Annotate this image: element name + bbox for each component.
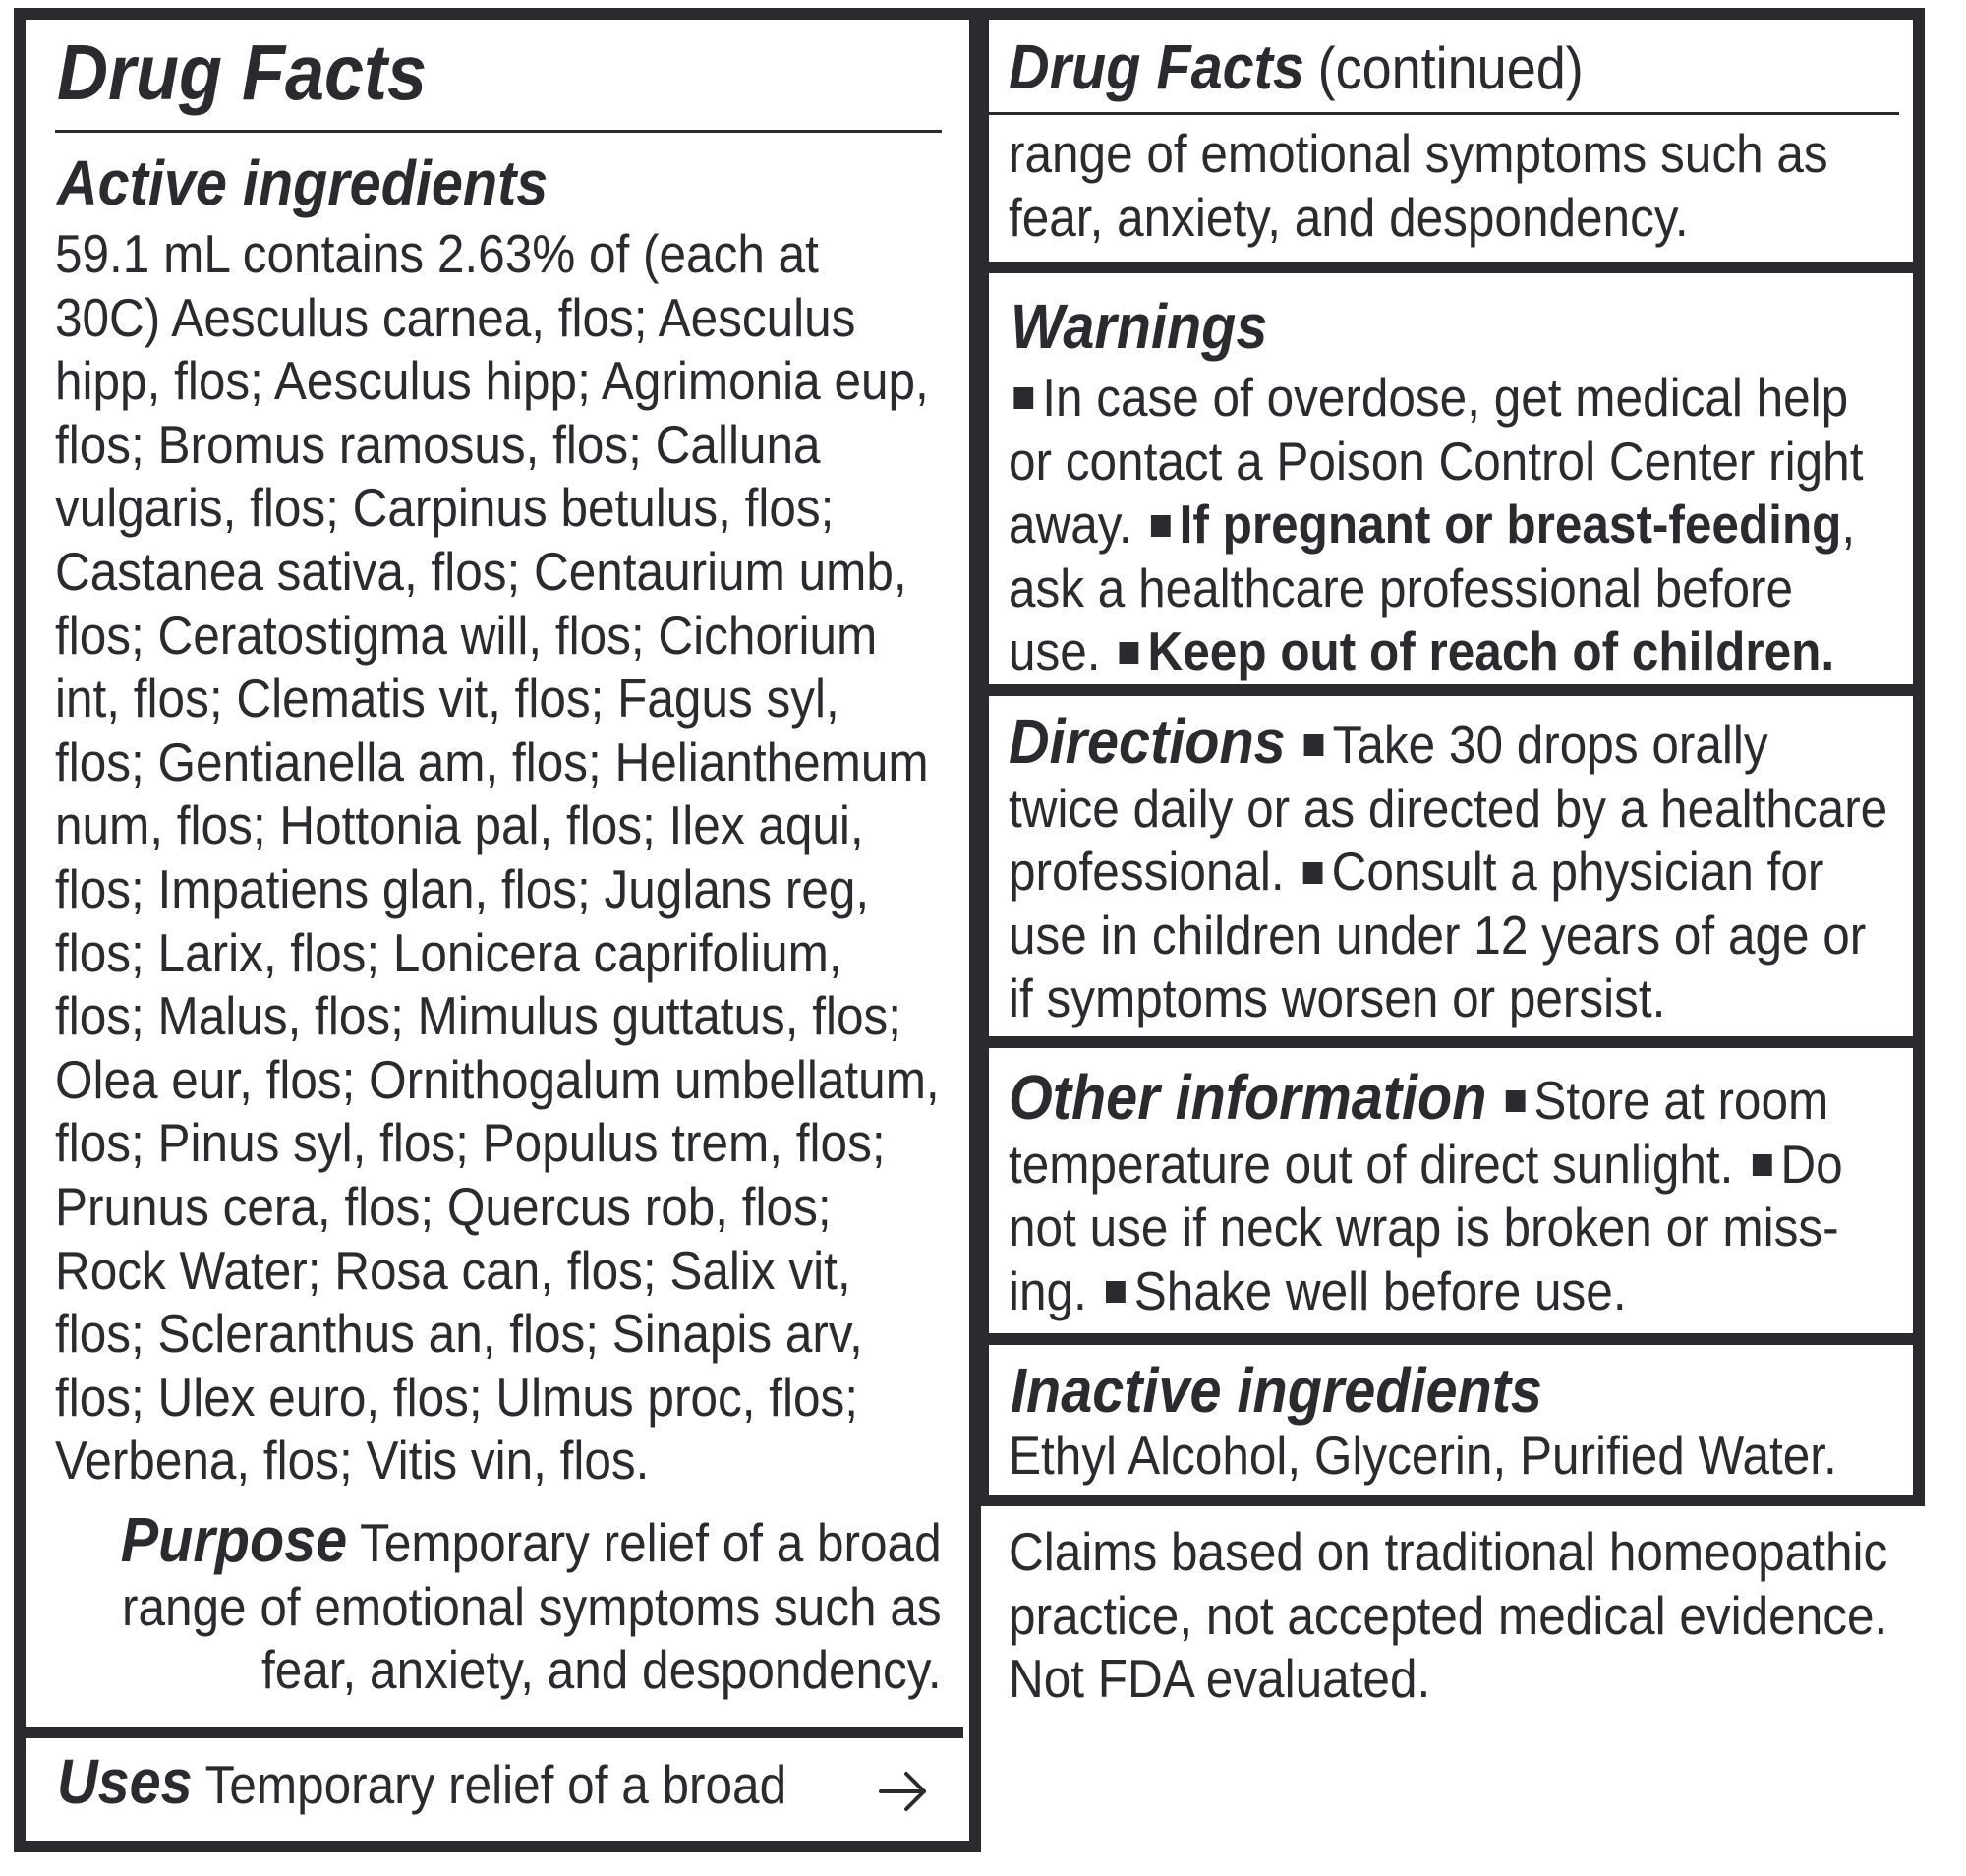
active-line: vulgaris, flos; Carpinus betulus, flos; (55, 477, 835, 539)
active-line: 30C) Aesculus carnea, flos; Aesculus (55, 286, 856, 348)
active-line: flos; Larix, flos; Lonicera caprifolium, (55, 921, 842, 983)
bullet-icon (1303, 862, 1323, 884)
uses-divider (14, 1727, 963, 1738)
uses-continued-text (1009, 122, 1828, 249)
active-ingredients-text (55, 222, 940, 1493)
active-line: num, flos; Hottonia pal, flos; Ilex aqui, (55, 794, 864, 856)
arrow-right-icon (875, 1762, 934, 1821)
claims-line: Claims based on traditional homeopathic (1009, 1521, 1888, 1582)
active-line: flos; Scleranthus an, flos; Sinapis arv, (55, 1303, 863, 1365)
bullet-icon (1753, 1154, 1772, 1176)
active-line: flos; Pinus syl, flos; Populus trem, flos; (55, 1112, 886, 1174)
inactive-divider (977, 1333, 1925, 1345)
bullet-icon (1304, 734, 1324, 756)
directions-text: Directions Take 30 drops orally twice daily or as directed by a healthcare professional. Consult a physician for use in children under 12 years of age or if symptoms worsen or persist. (1009, 706, 1888, 1029)
other-info-heading: Other information (1009, 1062, 1487, 1133)
purpose-heading: Purpose (121, 1504, 348, 1575)
continued-title (1009, 31, 1584, 102)
active-line: flos; Impatiens glan, flos; Juglans reg, (55, 857, 870, 919)
active-line: flos; Ceratostigma will, flos; Cichorium (55, 604, 878, 666)
uses-cont-line: fear, anxiety, and despondency. (1009, 186, 1689, 248)
bullet-icon (1013, 387, 1033, 409)
purpose-line: Temporary relief of a broad (360, 1512, 942, 1573)
continued-divider (987, 112, 1899, 115)
active-line: flos; Ulex euro, flos; Ulmus proc, flos; (55, 1366, 859, 1428)
bullet-icon (1151, 515, 1171, 537)
active-line: Olea eur, flos; Ornithogalum umbellatum, (55, 1048, 940, 1110)
directions-heading: Directions (1009, 706, 1286, 777)
warnings-heading: Warnings (1011, 291, 1268, 362)
inactive-ingredients-text: Ethyl Alcohol, Glycerin, Purified Water. (1009, 1425, 1837, 1486)
purpose-section (121, 1504, 943, 1702)
bullet-icon (1506, 1090, 1526, 1112)
inactive-ingredients-heading: Inactive ingredients (1011, 1355, 1542, 1426)
active-line: flos; Bromus ramosus, flos; Calluna (55, 413, 821, 475)
active-line: Rock Water; Rosa can, flos; Salix vit, (55, 1239, 851, 1301)
bullet-icon (1106, 1281, 1126, 1303)
uses-text: Temporary relief of a broad (204, 1754, 787, 1815)
warnings-divider (977, 262, 1925, 273)
active-line: Prunus cera, flos; Quercus rob, flos; (55, 1175, 832, 1237)
active-line: hipp, flos; Aesculus hipp; Agrimonia eup, (55, 350, 929, 412)
bullet-icon (1120, 642, 1139, 664)
uses-cont-line: range of emotional symptoms such as (1009, 123, 1828, 184)
active-line: Castanea sativa, flos; Centaurium umb, (55, 540, 907, 602)
warnings-text: In case of overdose, get medical help or contact a Poison Control Center right away. If pregnant or breast-feeding, ask a healthcare professional before use. Keep out of reach of children. (1009, 367, 1864, 682)
purpose-line: range of emotional symptoms such as (122, 1575, 943, 1637)
other-info-text: Other information Store at room temperature out of direct sunlight. Do not use if neck wrap is broken or miss- ing. Shake well before use. (1009, 1062, 1843, 1321)
drug-facts-continued-title: Drug Facts (1009, 31, 1304, 102)
other-info-divider (977, 1036, 1925, 1048)
directions-divider (977, 684, 1925, 696)
purpose-line: fear, anxiety, and despondency. (261, 1639, 943, 1701)
continued-suffix: (continued) (1317, 35, 1584, 101)
active-line: 59.1 mL contains 2.63% of (each at (55, 223, 819, 284)
active-ingredients-heading: Active ingredients (57, 147, 549, 218)
uses-section (57, 1746, 787, 1817)
active-line: flos; Malus, flos; Mimulus guttatus, flos; (55, 985, 902, 1047)
active-line: Verbena, flos; Vitis vin, flos. (55, 1430, 650, 1492)
claims-line: Not FDA evaluated. (1009, 1648, 1431, 1710)
title-divider (55, 130, 942, 133)
claims-line: practice, not accepted medical evidence. (1009, 1584, 1888, 1646)
uses-heading: Uses (57, 1746, 193, 1817)
drug-facts-title: Drug Facts (57, 29, 428, 116)
claims-text (1009, 1520, 1887, 1711)
active-line: int, flos; Clematis vit, flos; Fagus syl, (55, 668, 839, 730)
active-line: flos; Gentianella am, flos; Helianthemum (55, 731, 929, 792)
